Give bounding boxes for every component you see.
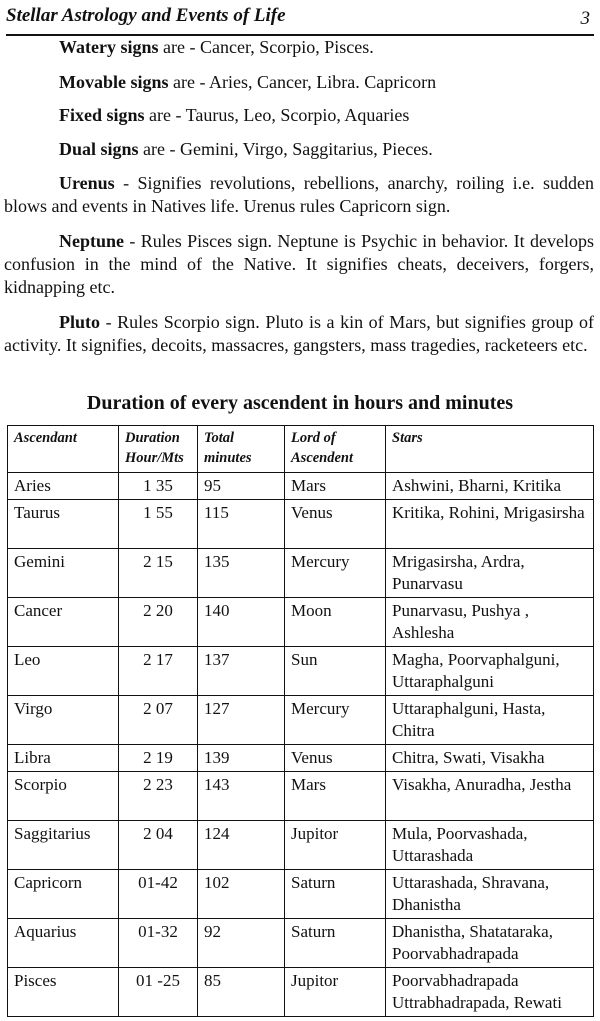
cell-stars: Ashwini, Bharni, Kritika — [386, 473, 594, 500]
cell-lord: Mars — [285, 473, 386, 500]
running-header — [6, 4, 594, 36]
cell-total: 95 — [198, 473, 285, 500]
cell-total: 139 — [198, 745, 285, 772]
paragraph-urenus: Urenus - Signifies revolutions, rebellions, anarchy, roiling i.e. sudden blows and events in Natives life. Urenus rules Capricorn sign. — [4, 173, 594, 216]
table-row — [8, 968, 594, 1017]
cell-ascendant: Capricorn — [8, 870, 119, 919]
table-header-row — [8, 426, 594, 473]
cell-stars: Mrigasirsha, Ardra, Punarvasu — [386, 549, 594, 598]
cell-lord: Mercury — [285, 549, 386, 598]
cell-total: 85 — [198, 968, 285, 1017]
cell-ascendant: Scorpio — [8, 772, 119, 821]
cell-duration: 2 15 — [119, 549, 198, 598]
cell-lord: Mars — [285, 772, 386, 821]
cell-duration: 01-32 — [119, 919, 198, 968]
cell-ascendant: Aquarius — [8, 919, 119, 968]
cell-stars: Punarvasu, Pushya , Ashlesha — [386, 598, 594, 647]
cell-stars: Uttaraphalguni, Hasta, Chitra — [386, 696, 594, 745]
cell-ascendant: Leo — [8, 647, 119, 696]
header-ascendant: Ascendant — [8, 426, 119, 473]
cell-total: 137 — [198, 647, 285, 696]
cell-duration: 2 07 — [119, 696, 198, 745]
cell-stars: Dhanistha, Shatataraka, Poorvabhadrapada — [386, 919, 594, 968]
cell-stars: Magha, Poorvaphalguni, Uttaraphalguni — [386, 647, 594, 696]
cell-lord: Venus — [285, 500, 386, 549]
table-row — [8, 696, 594, 745]
cell-duration: 2 19 — [119, 745, 198, 772]
header-total-minutes: Total minutes — [198, 426, 285, 473]
cell-lord: Moon — [285, 598, 386, 647]
table-row — [8, 772, 594, 821]
table-row — [8, 500, 594, 549]
cell-total: 135 — [198, 549, 285, 598]
paragraph-neptune: Neptune - Rules Pisces sign. Neptune is Psychic in behavior. It develops confusion in the mind of the Native. It signifies cheats, deceivers, forgers, kidnapping etc. — [4, 231, 594, 297]
table-row — [8, 473, 594, 500]
cell-ascendant: Aries — [8, 473, 119, 500]
cell-lord: Mercury — [285, 696, 386, 745]
cell-stars: Visakha, Anuradha, Jestha — [386, 772, 594, 821]
cell-lord: Jupitor — [285, 821, 386, 870]
cell-duration: 2 20 — [119, 598, 198, 647]
table-row — [8, 919, 594, 968]
cell-duration: 01-42 — [119, 870, 198, 919]
table-title: Duration of every ascendent in hours and minutes — [86, 392, 514, 414]
cell-total: 127 — [198, 696, 285, 745]
table-row — [8, 745, 594, 772]
cell-duration: 2 23 — [119, 772, 198, 821]
cell-total: 124 — [198, 821, 285, 870]
cell-stars: Poorvabhadrapada Uttrabhadrapada, Rewati — [386, 968, 594, 1017]
cell-lord: Jupitor — [285, 968, 386, 1017]
table-row — [8, 549, 594, 598]
cell-total: 92 — [198, 919, 285, 968]
cell-ascendant: Gemini — [8, 549, 119, 598]
cell-total: 115 — [198, 500, 285, 549]
cell-lord: Venus — [285, 745, 386, 772]
cell-stars: Kritika, Rohini, Mrigasirsha — [386, 500, 594, 549]
cell-lord: Saturn — [285, 919, 386, 968]
cell-ascendant: Cancer — [8, 598, 119, 647]
sign-line-watery: Watery signs are - Cancer, Scorpio, Pisces. — [59, 37, 374, 57]
cell-duration: 1 55 — [119, 500, 198, 549]
sign-line-movable: Movable signs are - Aries, Cancer, Libra. Capricorn — [59, 72, 437, 92]
sign-line-dual: Dual signs are - Gemini, Virgo, Saggitarius, Pieces. — [59, 139, 433, 159]
cell-total: 140 — [198, 598, 285, 647]
cell-duration: 1 35 — [119, 473, 198, 500]
cell-duration: 01 -25 — [119, 968, 198, 1017]
table-row — [8, 647, 594, 696]
cell-lord: Sun — [285, 647, 386, 696]
cell-stars: Uttarashada, Shravana, Dhanistha — [386, 870, 594, 919]
cell-stars: Mula, Poorvashada, Uttarashada — [386, 821, 594, 870]
cell-ascendant: Taurus — [8, 500, 119, 549]
cell-lord: Saturn — [285, 870, 386, 919]
table-row — [8, 821, 594, 870]
header-duration: Duration Hour/Mts — [119, 426, 198, 473]
sign-line-fixed: Fixed signs are - Taurus, Leo, Scorpio, Aquaries — [59, 105, 410, 125]
cell-ascendant: Virgo — [8, 696, 119, 745]
table-row — [8, 598, 594, 647]
cell-total: 143 — [198, 772, 285, 821]
table-row — [8, 870, 594, 919]
cell-stars: Chitra, Swati, Visakha — [386, 745, 594, 772]
ascendant-table — [7, 425, 594, 1017]
paragraph-pluto: Pluto - Rules Scorpio sign. Pluto is a kin of Mars, but signifies group of activity. It signifies, decoits, massacres, gangsters, mass tragedies, racketeers etc. — [4, 312, 594, 355]
book-title: Stellar Astrology and Events of Life — [6, 5, 286, 26]
cell-ascendant: Libra — [8, 745, 119, 772]
cell-duration: 2 17 — [119, 647, 198, 696]
cell-total: 102 — [198, 870, 285, 919]
cell-ascendant: Pisces — [8, 968, 119, 1017]
header-lord: Lord of Ascendent — [285, 426, 386, 473]
header-stars: Stars — [386, 426, 594, 473]
cell-ascendant: Saggitarius — [8, 821, 119, 870]
cell-duration: 2 04 — [119, 821, 198, 870]
page-number: 3 — [580, 8, 590, 29]
